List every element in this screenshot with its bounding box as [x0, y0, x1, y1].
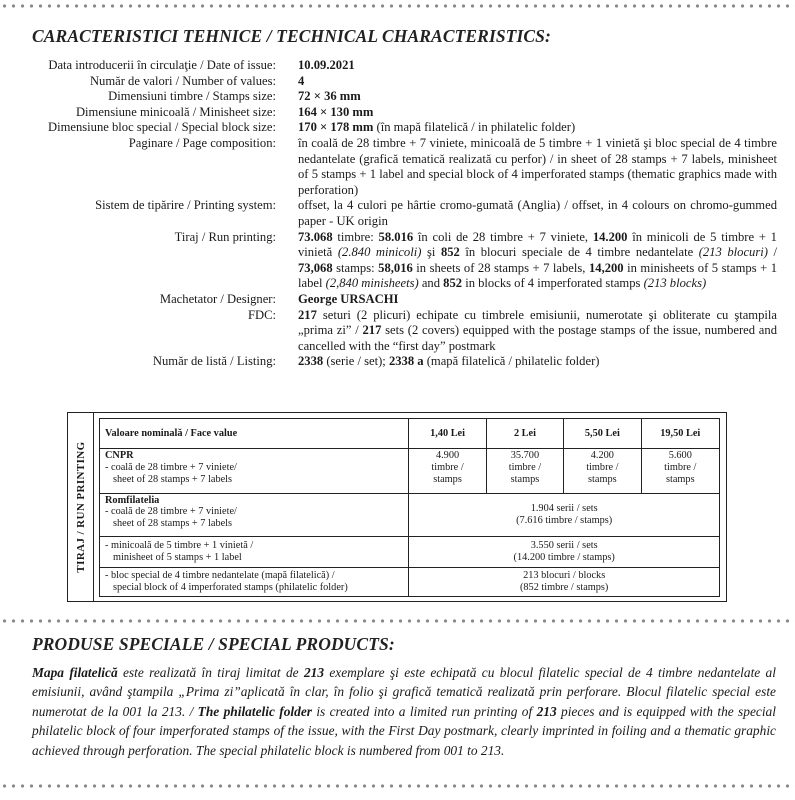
dotted-divider-top [0, 3, 795, 9]
value-header: 2 Lei [486, 419, 563, 449]
cnpr-count: 35.700 [510, 450, 540, 461]
cnpr-count: 4.900 [435, 450, 460, 461]
spec-label: Număr de valori / Number of values: [89, 73, 276, 88]
minisheet-line1: - minicoală de 5 timbre + 1 vinietă / [105, 540, 254, 552]
minisheet-total-stamps: (14.200 timbre / stamps) [513, 551, 615, 563]
minisheet-line2: minisheet of 5 stamps + 1 label [113, 551, 242, 563]
cnpr-count: 5.600 [668, 450, 692, 461]
spec-row [0, 230, 795, 292]
technical-title: CARACTERISTICI TEHNICE / TECHNICAL CHARACTERISTICS: [32, 26, 551, 46]
table-row-cnpr [100, 449, 720, 494]
spec-row [0, 89, 795, 105]
table-row-special-block [100, 567, 720, 596]
block-description [100, 567, 409, 596]
romfilatelia-name: Romfilatelia [105, 494, 160, 506]
spec-value: 72 × 36 mm [298, 89, 361, 104]
dotted-divider-bottom [0, 783, 795, 789]
spec-row [0, 308, 795, 355]
spec-row [0, 136, 795, 198]
romfilatelia-total-stamps: (7.616 timbre / stamps) [516, 514, 613, 526]
spec-row [0, 198, 795, 229]
unit-label: timbre / [431, 461, 464, 473]
cnpr-count-cell [409, 449, 486, 494]
spec-row [0, 354, 795, 370]
romfilatelia-total-sets: 1.904 serii / sets [530, 502, 598, 514]
romfilatelia-line2: sheet of 28 stamps + 7 labels [113, 518, 233, 530]
dotted-divider-middle [0, 618, 795, 624]
romfilatelia-total [409, 493, 720, 536]
block-line1: - bloc special de 4 timbre nedantelate (mapă filatelică) / [105, 570, 335, 582]
block-total [409, 567, 720, 596]
unit-label: timbre / [586, 461, 619, 473]
face-value-table [99, 418, 720, 597]
spec-value: George URSACHI [298, 291, 399, 306]
value-header: 1,40 Lei [409, 419, 486, 449]
cnpr-count: 4.200 [590, 450, 614, 461]
spec-value: 164 × 130 mm [298, 104, 374, 119]
spec-value: 170 × 178 mm (în mapă filatelică / in philatelic folder) [298, 120, 576, 135]
spec-label: FDC: [248, 307, 276, 322]
spec-label: Dimensiuni timbre / Stamps size: [108, 89, 276, 104]
spec-label: Dimensiune minicoală / Minisheet size: [75, 104, 276, 119]
cnpr-line1: - coală de 28 timbre + 7 viniete/ [105, 461, 237, 473]
unit-label: stamps [510, 473, 540, 485]
cnpr-count-cell [641, 449, 719, 494]
cnpr-name: CNPR [105, 450, 134, 461]
unit-label: stamps [665, 473, 695, 485]
cnpr-line2: sheet of 28 stamps + 7 labels [113, 473, 233, 485]
cnpr-description [100, 449, 409, 494]
spec-value: 73.068 timbre: 58.016 în coli de 28 timbre + 7 viniete, 14.200 în minicoli de 5 timbre + 1 vinietă (2.840 minicoli) şi 852 în blocuri speciale de 4 timbre nedantelate (213 blocuri) / 73,068 stamps: 58,016 in sheets of 28 stamps + 7 labels, 14,200 in minisheets of 5 stamps + 1 label (2,840 minisheets) and 852 in blocks of 4 imperforated stamps (213 blocks) [298, 229, 778, 291]
spec-value: 4 [298, 73, 305, 88]
side-label: TIRAJ / RUN PRINTING [74, 441, 87, 573]
spec-value: offset, la 4 culori pe hârtie cromo-gumată (Anglia) / offset, in 4 colours on chromo-gummed paper - UK origin [298, 198, 777, 228]
unit-label: stamps [433, 473, 462, 485]
spec-value: în coală de 28 timbre + 7 viniete, minicoală de 5 timbre + 1 vinietă şi bloc special de 4 timbre nedantelate (grafică tematică realizată cu perfor) / in sheet of 28 stamps + 7 labels, minisheet of 5 stamps + 1 label and special block of 4 imperforated stamps (thematic graphics made with perforation) [298, 135, 777, 197]
spec-list [0, 58, 795, 370]
spec-row [0, 105, 795, 121]
face-value-header: Valoare nominală / Face value [100, 419, 409, 449]
table-row-romfilatelia [100, 493, 720, 536]
cnpr-count-cell [564, 449, 641, 494]
spec-value: 217 seturi (2 plicuri) echipate cu timbrele emisiunii, numerotate şi obliterate cu ştampila „prima zi” / 217 sets (2 covers) equipped with the postage stamps of the issue, numbered and cancelled with the “first day” postmark [298, 307, 777, 353]
spec-row [0, 120, 795, 136]
minisheet-description [100, 536, 409, 567]
special-products-text: Mapa filatelică este realizată în tiraj limitat de 213 exemplare şi este echipată cu blocul filatelic special de 4 timbre nedantelate al emisiunii, având ştampila „Prima zi”aplicată în clar, în folio şi grafică tematică realizată prin perforare. Blocul filatelic special este numerotat de la 001 la 213. / The philatelic folder is created into a limited run printing of 213 pieces and is equipped with the special philatelic block of four imperforated stamps of the issue, with the First Day postmark, clearly imprinted in foiling and a thematic graphic achieved through perforation. The special philatelic block is numbered from 001 to 213. [32, 665, 776, 758]
cnpr-count-cell [486, 449, 563, 494]
table-row-minisheet [100, 536, 720, 567]
spec-label: Tiraj / Run printing: [174, 229, 276, 244]
run-printing-table [67, 412, 727, 602]
spec-row [0, 58, 795, 74]
spec-value: 2338 (serie / set); 2338 a (mapă filatelică / philatelic folder) [298, 354, 600, 369]
block-total-blocks: 213 blocuri / blocks [523, 570, 606, 582]
spec-row [0, 292, 795, 308]
romfilatelia-description [100, 493, 409, 536]
table-header-row [100, 419, 720, 449]
unit-label: timbre / [664, 461, 697, 473]
special-products-title: PRODUSE SPECIALE / SPECIAL PRODUCTS: [32, 634, 395, 654]
side-label-cell [68, 413, 94, 601]
minisheet-total [409, 536, 720, 567]
spec-value: 10.09.2021 [298, 58, 355, 72]
spec-label: Număr de listă / Listing: [152, 354, 276, 369]
spec-label: Data introducerii în circulaţie / Date of issue: [48, 58, 276, 72]
value-header: 19,50 Lei [641, 419, 719, 449]
unit-label: timbre / [508, 461, 542, 473]
block-total-stamps: (852 timbre / stamps) [519, 581, 609, 593]
spec-label: Machetator / Designer: [159, 291, 276, 306]
spec-label: Sistem de tipărire / Printing system: [95, 198, 276, 213]
minisheet-total-sets: 3.550 serii / sets [530, 540, 598, 552]
romfilatelia-line1: - coală de 28 timbre + 7 viniete/ [105, 506, 237, 518]
spec-label: Paginare / Page composition: [128, 135, 276, 150]
spec-label: Dimensiune bloc special / Special block size: [47, 120, 276, 135]
spec-row [0, 74, 795, 90]
block-line2: special block of 4 imperforated stamps (philatelic folder) [113, 581, 348, 593]
unit-label: stamps [588, 473, 617, 485]
value-header: 5,50 Lei [564, 419, 641, 449]
